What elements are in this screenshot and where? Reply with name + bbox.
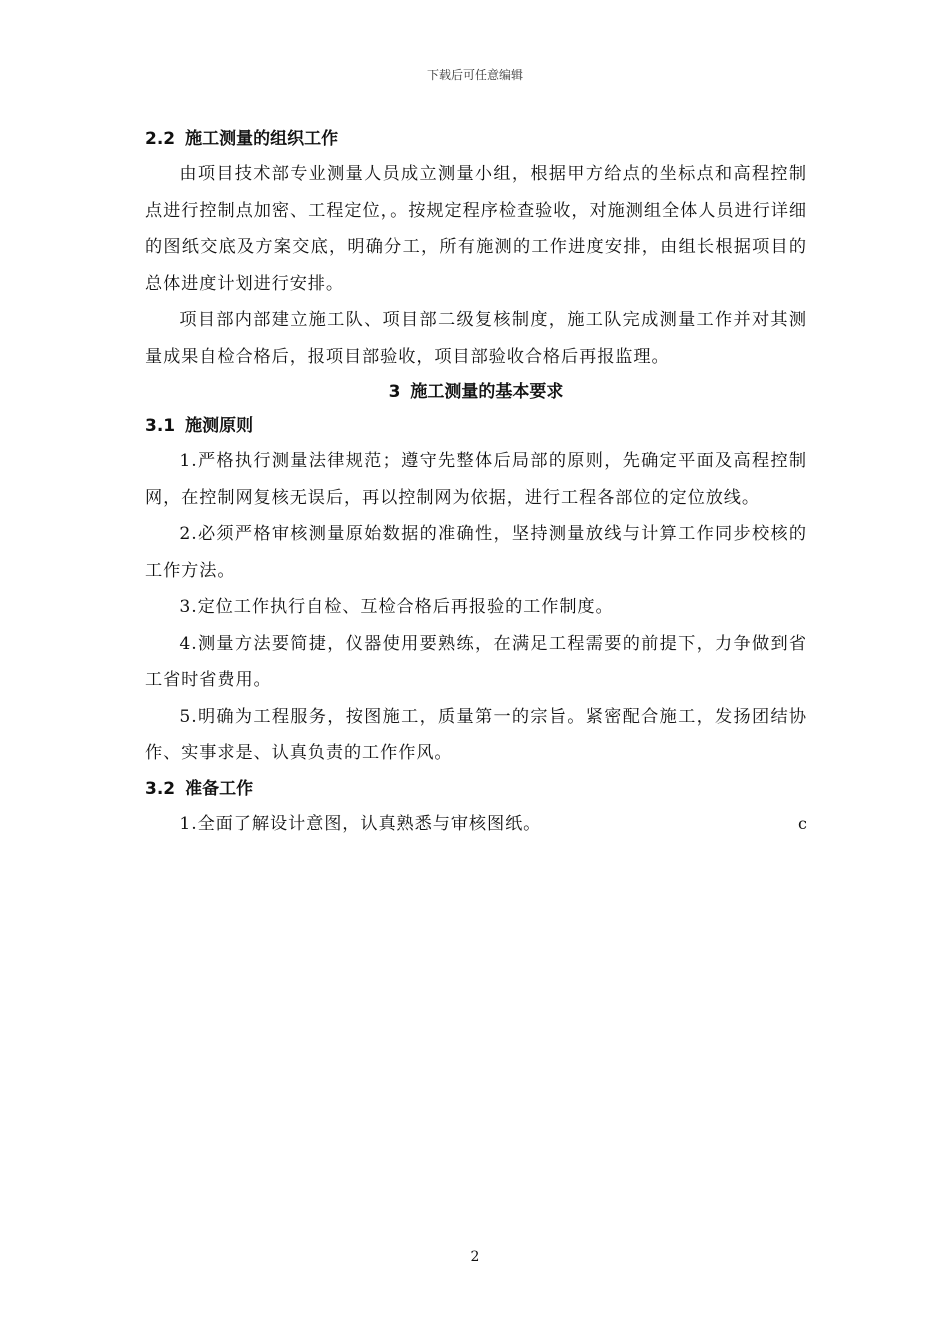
list-item: 4.测量方法要简捷，仪器使用要熟练，在满足工程需要的前提下，力争做到省工省时省费用。 xyxy=(145,633,807,690)
section-heading-3 xyxy=(145,375,807,409)
list-item: 2.必须严格审核测量原始数据的准确性，坚持测量放线与计算工作同步校核的工作方法。 xyxy=(145,524,807,581)
section-title: 施测原则 xyxy=(185,416,254,436)
section-heading-3-2 xyxy=(145,772,807,806)
list-item: 1.全面了解设计意图，认真熟悉与审核图纸。 xyxy=(179,813,542,834)
list-item: 3.定位工作执行自检、互检合格后再报验的工作制度。 xyxy=(179,597,614,617)
section-heading-3-1 xyxy=(145,409,807,443)
section-number: 3.1 xyxy=(145,416,176,436)
section-heading-2-2 xyxy=(145,122,807,156)
page-header-note: 下载后可任意编辑 xyxy=(426,68,523,82)
list-item: 1.严格执行测量法律规范；遵守先整体后局部的原则，先确定平面及高程控制网，在控制网复核无误后，再以控制网为依据，进行工程各部位的定位放线。 xyxy=(145,451,807,508)
page-number: 2 xyxy=(470,1249,480,1265)
section-number: 3 xyxy=(388,382,401,402)
paragraph: 由项目技术部专业测量人员成立测量小组，根据甲方给点的坐标点和高程控制点进行控制点加密、工程定位，。按规定程序检查验收，对施测组全体人员进行详细的图纸交底及方案交底，明确分工，所有施测的工作进度安排，由组长根据项目的总体进度计划进行安排。 xyxy=(145,164,807,294)
section-title: 施工测量的基本要求 xyxy=(410,382,564,402)
section-title: 施工测量的组织工作 xyxy=(185,129,339,149)
document-body xyxy=(145,122,807,842)
paragraph: 项目部内部建立施工队、项目部二级复核制度，施工队完成测量工作并对其测量成果自检合格后，报项目部验收，项目部验收合格后再报监理。 xyxy=(145,310,807,367)
trailing-mark: c xyxy=(798,813,807,833)
section-number: 2.2 xyxy=(145,129,176,149)
section-title: 准备工作 xyxy=(185,778,254,799)
section-number: 3.2 xyxy=(145,778,176,799)
list-item-row xyxy=(145,806,807,843)
list-item: 5.明确为工程服务，按图施工，质量第一的宗旨。紧密配合施工，发扬团结协作、实事求是、认真负责的工作作风。 xyxy=(145,706,807,763)
